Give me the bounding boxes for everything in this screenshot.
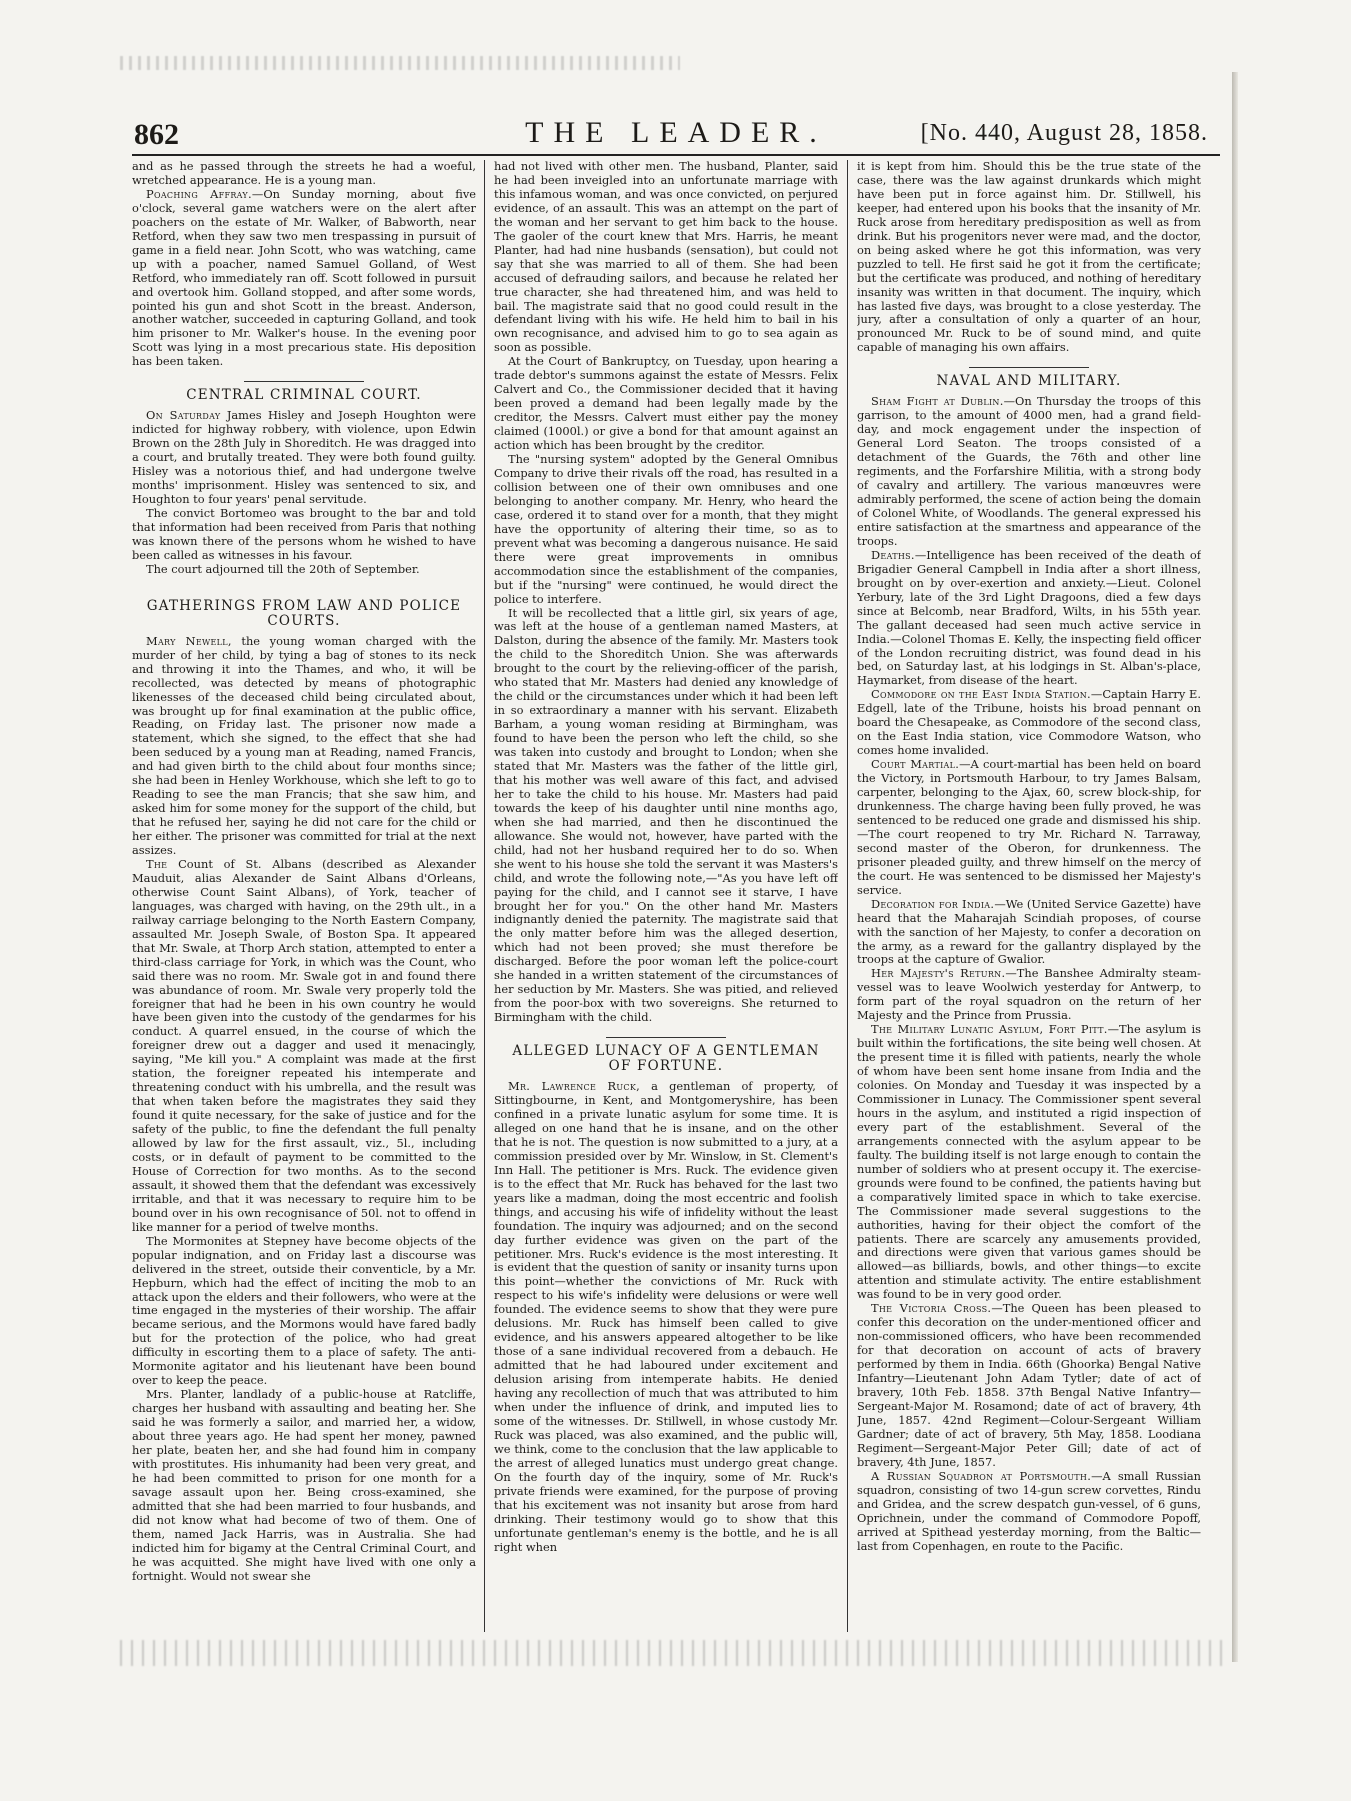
paragraph-body: —On Sunday morning, about five o'clock, several game watchers were on the alert after poachers on the estate of Mr. Walker, of Babworth, near Retford, when they saw two men trespassing in pursuit of game in a field near. John Scott, who was watching, came up with a poacher, named Samuel Golland, of West Retford, who immediately ran off. Scott followed in pursuit and overtook him. Golland stopped, and after some words, pointed his gun and shot Scott in the breast. Anderson, another watcher, succeeded in capturing Golland, and took him prisoner to Mr. Walker's house. In the evening poor Scott was lying in a most precarious state. His deposition has been taken. xyxy=(132,186,476,369)
paragraph xyxy=(857,1470,1201,1554)
paragraph-lead: Decoration for India. xyxy=(871,896,995,911)
paragraph-body: a gentleman of property, of Sittingbourne, in Kent, and Montgomeryshire, has been confined in a private lunatic asylum for some time. It is alleged on one hand that he is insane, and on the other that he is not. The question is now submitted to a jury, at a commission presided over by Mr. Winslow, in St. Clement's Inn Hall. The petitioner is Mrs. Ruck. The evidence given is to the effect that Mr. Ruck has behaved for the last two years like a madman, doing the most eccentric and foolish things, and accusing his wife of infidelity without the least foundation. The inquiry was adjourned; and on the second day further evidence was given on the part of the petitioner. Mrs. Ruck's evidence is the most interesting. It is evident that the question of sanity or insanity turns upon this point—whether the convictions of Mr. Ruck with respect to his wife's infidelity were delusions or were well founded. The evidence seems to show that they were pure delusions. Mr. Ruck has himself been called to give evidence, and his answers appeared altogether to be like those of a sane individual recovered from a debauch. He admitted that he had laboured under excitement and delusion arising from intemperate habits. He denied having any recollection of much that was attributed to him when under the influence of drink, and imputed lies to some of the witnesses. Dr. Stillwell, in whose custody Mr. Ruck was placed, was also examined, and the public will, we think, come to the conclusion that the law applicable to the arrest of alleged lunatics must undergo great change. On the fourth day of the inquiry, some of Mr. Ruck's private friends were examined, for the purpose of proving that his excitement was not insanity but arose from hard drinking. Their testimony would go to show that this unfortunate gentleman's enemy is the bottle, and he is all right when xyxy=(494,1079,838,1554)
page-header xyxy=(132,114,1220,156)
paragraph: Mrs. Planter, landlady of a public-house at Ratcliffe, charges her husband with assaulting and beating her. She said he was formerly a sailor, and married her, a widow, about three years ago. He had spent her money, pawned her plate, beaten her, and she had found him in company with prostitutes. His inhumanity had been very great, and he had been committed to prison for one month for a savage assault upon her. Being cross-examined, she admitted that she had been married to four husbands, and did not know what had become of two of them. One of them, named Jack Harris, was in Australia. She had indicted him for bigamy at the Central Criminal Court, and he was acquitted. She might have lived with one only a fortnight. Would not swear she xyxy=(132,1387,476,1583)
paragraph xyxy=(132,188,476,369)
paragraph-lead: Mr. Lawrence Ruck, xyxy=(508,1079,641,1094)
column-2 xyxy=(494,160,838,1632)
print-smudge-bottom xyxy=(120,1640,1230,1666)
paragraph xyxy=(857,1302,1201,1469)
paragraph-body: —A court-martial has been held on board the Victory, in Portsmouth Harbour, to try James Balsam, carpenter, belonging to the Ajax, 60, screw block-ship, for drunkenness. The charge having been fully proved, he was sentenced to be reduced one grade and dismissed his ship.—The court reopened to try Mr. Richard N. Tarraway, second master of the Oberon, for drunkenness. The prisoner pleaded guilty, and threw himself on the mercy of the court. He was sentenced to be dismissed her Majesty's service. xyxy=(857,757,1201,897)
column-1 xyxy=(132,160,476,1632)
paragraph-lead: Deaths. xyxy=(871,547,915,562)
paragraph xyxy=(494,1080,838,1554)
section-heading-alleged-lunacy: ALLEGED LUNACY OF A GENTLEMAN OF FORTUNE. xyxy=(512,1043,820,1075)
paragraph-lead: The Military Lunatic Asylum, Fort Pitt. xyxy=(871,1022,1108,1037)
paragraph-body: James Hisley and Joseph Houghton were indicted for highway robbery, with violence, upon Edwin Brown on the 28th July in Shoreditch. He was dragged into a court, and brutally treated. They were both found guilty. Hisley was a notorious thief, and had undergone twelve months' imprisonment. Hisley was sentenced to six, and Houghton to four years' penal servitude. xyxy=(132,408,476,507)
paragraph-lead: On Saturday xyxy=(146,408,221,423)
paragraph-body: —On Thursday the troops of this garrison, to the amount of 4000 men, had a grand field-day, and mock engagement under the inspection of General Lord Seaton. The troops consisted of a detachment of the Guards, the 76th and other line regiments, and the Forfarshire Militia, with a strong body of cavalry and artillery. The various manœuvres were admirably performed, the scene of action being the domain of Colonel White, of Woodlands. The general expressed his entire satisfaction at the smartness and appearance of the troops. xyxy=(857,394,1201,548)
paragraph-body: Count of St. Albans (described as Alexander Mauduit, alias Alexander de Saint Albans d'Orleans, otherwise Count Saint Albans), of York, teacher of languages, was charged with having, on the 29th ult., in a railway carriage belonging to the North Eastern Company, assaulted Mr. Joseph Swale, of Boston Spa. It appeared that Mr. Swale, at Thorp Arch station, attempted to enter a third-class carriage for York, in which was the Count, who said there was no room. Mr. Swale got in and found there was abundance of room. Mr. Swale very properly told the foreigner that had he been in his own country he would have been given into the custody of the gendarmes for his conduct. A quarrel ensued, in the course of which the foreigner drew out a dagger and used it menacingly, saying, "Me kill you." A complaint was made at the first station, the foreigner repeated his intemperate and threatening conduct with his umbrella, and the result was that when taken before the magistrates they said they found it quite necessary, for the sake of justice and for the safety of the public, to fine the defendant the full penalty allowed by law for the first assault, viz., 5l., including costs, or in default of payment to be committed to the House of Correction for two months. As to the second assault, it showed them that the defendant was excessively irritable, and that it was necessary to require him to be bound over in his own recognisance of 50l. not to offend in like manner for a period of twelve months. xyxy=(132,856,476,1234)
paragraph-lead: The xyxy=(146,856,168,871)
paragraph xyxy=(132,409,476,507)
paragraph: The "nursing system" adopted by the General Omnibus Company to drive their rivals off the road, has resulted in a collision between one of their own omnibuses and one belonging to another company. Mr. Henry, who heard the case, ordered it to stand over for a month, that they might have the opportunity of altering their time, so as to prevent what was becoming a dangerous nuisance. He said there were great improvements in omnibus accommodation since the establishment of the companies, but if the "nursing" were continued, he would direct the police to interfere. xyxy=(494,452,838,606)
masthead-title: THE LEADER. xyxy=(525,116,827,149)
article-columns xyxy=(132,160,1222,1632)
paragraph-body: —Intelligence has been received of the death of Brigadier General Campbell in India after a short illness, brought on by over-exertion and anxiety.—Lieut. Colonel Yerbury, late of the 3rd Light Dragoons, died a few days since at Belcomb, near Bradford, Wilts, in his 55th year. The gallant deceased had seen much active service in India.—Colonel Thomas E. Kelly, the inspecting field officer of the London recruiting district, was found dead in his bed, on Saturday last, at his lodgings in St. Alban's-place, Haymarket, from disease of the heart. xyxy=(857,547,1201,688)
paragraph-body: —The asylum is built within the fortifications, the site being well chosen. At the present time it is filled with patients, nearly the whole of whom have been sent home insane from India and the colonies. On Monday and Tuesday it was inspected by a Commissioner in Lunacy. The Commissioner spent several hours in the asylum, and instituted a rigid inspection of every part of the establishment. Several of the arrangements connected with the asylum appear to be faulty. The building itself is not large enough to contain the number of soldiers who at present occupy it. The exercise-grounds were found to be confined, the patients having but a comparatively limited space in which to take exercise. The Commissioner made several suggestions to the authorities, having for their object the comfort of the patients. There are scarcely any amusements provided, and directions were given that various games should be allowed—as billiards, bowls, and other things—to excite attention and stimulate activity. The entire establishment was found to be in very good order. xyxy=(857,1022,1201,1302)
paragraph-lead: A Russian Squadron at Portsmouth. xyxy=(871,1468,1092,1483)
paragraph-body: the young woman charged with the murder of her child, by tying a bag of stones to its neck and throwing it into the Thames, and who, it will be recollected, was detected by means of photographic likenesses of the deceased child being circulated about, was brought up for final examination at the public office, Reading, on Friday last. The prisoner now made a statement, which she signed, to the effect that she had been seduced by a young man at Reading, named Francis, and had given birth to the child about four months since; she had been in Henley Workhouse, which she left to go to Reading to see the man Francis; that she saw him, and asked him for some money for the support of the child, but that he refused her, saying he did not care for the child or her either. The prisoner was committed for trial at the next assizes. xyxy=(132,633,476,858)
paragraph-body: —The Queen has been pleased to confer this decoration on the under-mentioned officer and non-commissioned officers, who have been recommended for that decoration on account of acts of bravery performed by them in India. 66th (Ghoorka) Bengal Native Infantry—Lieutenant John Adam Tytler; date of act of bravery, 10th Feb. 1858. 37th Bengal Native Infantry—Sergeant-Major M. Rosamond; date of act of bravery, 4th June, 1857. 42nd Regiment—Colour-Sergeant William Gardner; date of act of bravery, 5th May, 1858. Loodiana Regiment—Sergeant-Major Peter Gill; date of act of bravery, 4th June, 1857. xyxy=(857,1301,1201,1469)
paragraph xyxy=(857,1023,1201,1302)
page-number: 862 xyxy=(134,118,179,151)
page-edge-shadow xyxy=(1232,72,1238,1662)
paragraph-body: —We (United Service Gazette) have heard that the Maharajah Scindiah proposes, of course with the sanction of her Majesty, to confer a decoration on the army, as a reward for the gallantry displayed by the troops at the capture of Gwalior. xyxy=(857,896,1201,967)
paragraph xyxy=(857,967,1201,1023)
paragraph-body: —A small Russian squadron, consisting of two 14-gun screw corvettes, Rindu and Gridea, and the screw despatch gun-vessel, of 6 guns, Oprichnein, under the command of Commodore Popoff, arrived at Spithead yesterday morning, from the Baltic—last from Copenhagen, en route to the Pacific. xyxy=(857,1468,1201,1553)
paragraph xyxy=(857,549,1201,689)
column-3 xyxy=(857,160,1201,1632)
paragraph-lead: Sham Fight at Dublin. xyxy=(871,394,1004,409)
paragraph xyxy=(857,395,1201,548)
paragraph-body: —Captain Harry E. Edgell, late of the Tribune, hoists his broad pennant on board the Chesapeake, as Commodore of the second class, on the East India station, vice Commodore Watson, who comes home invalided. xyxy=(857,687,1201,758)
paragraph-lead: Commodore on the East India Station. xyxy=(871,687,1091,702)
paragraph-lead: Mary Newell, xyxy=(146,633,232,648)
paragraph-lead: Poaching Affray. xyxy=(146,186,252,201)
paragraph xyxy=(857,898,1201,968)
column-rule xyxy=(847,160,848,1632)
paragraph: it is kept from him. Should this be the true state of the case, there was the law against drunkards which might have been put in force against him. Dr. Stillwell, his keeper, had entered upon his books that the insanity of Mr. Ruck arose from hereditary predisposition as well as from drink. But his progenitors never were mad, and the doctor, on being asked where he got this information, was very puzzled to tell. He first said he got it from the certificate; but the certificate was produced, and nothing of hereditary insanity was written in that document. The inquiry, which has lasted five days, was brought to a close yesterday. The jury, after a consultation of only a quarter of an hour, pronounced Mr. Ruck to be of sound mind, and quite capable of managing his own affairs. xyxy=(857,160,1201,355)
issue-info: [No. 440, August 28, 1858. xyxy=(920,120,1208,146)
column-rule xyxy=(484,160,485,1632)
paragraph: had not lived with other men. The husband, Planter, said he had been inveigled into an unfortunate marriage with this infamous woman, and was once convicted, on perjured evidence, of an assault. This was an attempt on the part of the woman and her servant to get him back to the house. The gaoler of the court knew that Mrs. Harris, he meant Planter, had had nine husbands (sensation), but could not say that she was married to all of them. She had been accused of defrauding sailors, and because he related her true character, she had threatened him, and was held to bail. The magistrate said that no good could result in the defendant living with his wife. He held him to bail in his own recognisance, and advised him to go to sea again as soon as possible. xyxy=(494,160,838,355)
section-heading-central-criminal-court: CENTRAL CRIMINAL COURT. xyxy=(186,387,422,404)
section-heading-gatherings: GATHERINGS FROM LAW AND POLICE COURTS. xyxy=(146,597,462,629)
paragraph: The Mormonites at Stepney have become objects of the popular indignation, and on Friday last a discourse was delivered in the street, outside their conventicle, by a Mr. Hepburn, which had the effect of inciting the mob to an attack upon the elders and their followers, who were at the time engaged in the mysteries of their worship. The affair became serious, and the Mormons would have fared badly but for the protection of the police, who had great difficulty in escorting them to a place of safety. The anti-Mormonite agitator and his lieutenant have been bound over to keep the peace. xyxy=(132,1233,476,1388)
paragraph xyxy=(857,758,1201,898)
paragraph: At the Court of Bankruptcy, on Tuesday, upon hearing a trade debtor's summons against the estate of Messrs. Felix Calvert and Co., the Commissioner decided that it having been proved a demand had been legally made by the creditor, the Messrs. Calvert must either pay the money claimed (1000l.) or give a bond for that amount against an action which has been brought by the creditor. xyxy=(494,354,838,453)
section-heading-naval-military: NAVAL AND MILITARY. xyxy=(936,373,1122,390)
paragraph: It will be recollected that a little girl, six years of age, was left at the house of a gentleman named Masters, at Dalston, during the absence of the family. Mr. Masters took the child to the Shoreditch Union. She was afterwards brought to the court by the relieving-officer of the parish, who stated that Mr. Masters had denied any knowledge of the child or the circumstances under which it had been left in so extraordinary a manner with his servant. Elizabeth Barham, a young woman residing at Birmingham, was found to have been the person who left the child, so she was taken into custody and brought to London; when she stated that Mr. Masters was the father of the little girl, that his mother was well aware of this fact, and advised her to take the child to his house. Mr. Masters had paid towards the keep of his daughter until nine months ago, when she had married, and then he discontinued the allowance. She would not, however, have parted with the child, had not her husband required her to do so. When she went to his house she told the servant it was Masters's child, and wrote the following note,—"As you have left off paying for the child, and I cannot see it starve, I have brought her for you." On the other hand Mr. Masters indignantly denied the paternity. The magistrate said that the only matter before him was the alleged desertion, which had not been proved; she must therefore be discharged. Before the poor woman left the police-court she handed in a written statement of the circumstances of her seduction by Mr. Masters. She was pitied, and relieved from the poor-box with two sovereigns. She returned to Birmingham with the child. xyxy=(494,605,838,1025)
paragraph: The convict Bortomeo was brought to the bar and told that information had been received from Paris that nothing was known there of the persons whom he wished to have been called as witnesses in his favour. xyxy=(132,505,476,562)
paragraph-body: —The Banshee Admiralty steam-vessel was to leave Woolwich yesterday for Antwerp, to form part of the royal squadron on the return of her Majesty and the Prince from Prussia. xyxy=(857,966,1201,1023)
paragraph-lead: The Victoria Cross. xyxy=(871,1301,992,1316)
paragraph-lead: Her Majesty's Return. xyxy=(871,966,1006,981)
print-smudge-top xyxy=(120,56,680,70)
paragraph xyxy=(132,858,476,1235)
paragraph-lead: Court Martial. xyxy=(871,757,960,772)
paragraph: The court adjourned till the 20th of September. xyxy=(146,561,420,576)
paragraph xyxy=(132,635,476,858)
paragraph: and as he passed through the streets he had a woeful, wretched appearance. He is a young man. xyxy=(132,160,476,187)
paragraph xyxy=(857,688,1201,758)
